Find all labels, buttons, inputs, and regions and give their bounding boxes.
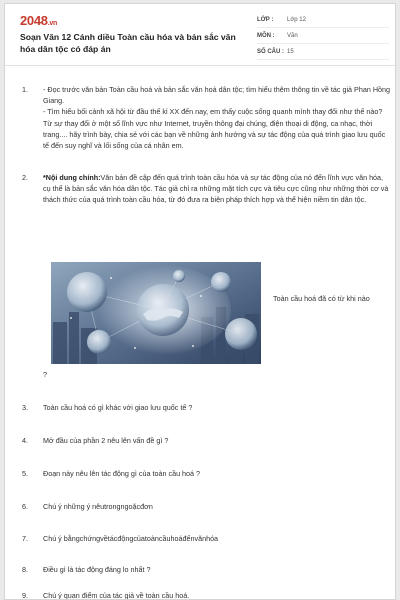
item-paragraph: - Tìm hiểu bối cảnh xã hội từ đầu thế kỉ XX đến nay, em thấy cuộc sống quanh mình thay đổi như thế nào? Từ sự thay đổi ở một số lĩnh vực như Internet, truyền thông đại chúng, điện thoại di động, ca nhạc, thời trang.... hãy trình bày, chia sẻ với các bạn về những ảnh hưởng và sự tác động của quá trình giao lưu quốc tế đến suy nghĩ và lối sống của cá nhân em. — [43, 107, 386, 151]
info-key: LỚP : — [257, 16, 274, 23]
question-text: Đoạn này nêu lên tác động gì của toàn cầu hoá ? — [43, 469, 201, 478]
item-number: 6. — [22, 502, 28, 511]
logo-suffix: .vn — [47, 20, 57, 27]
info-table — [257, 12, 389, 60]
item-number: 3. — [22, 403, 28, 412]
item-text — [43, 84, 391, 151]
question-text: Chú ý những ý nêutrongngoặcđơn — [43, 502, 153, 511]
globalization-image — [51, 262, 261, 364]
info-value: Văn — [287, 32, 298, 39]
info-row-subject — [257, 28, 389, 44]
page-title: Soạn Văn 12 Cánh diều Toàn cầu hóa và bản sắc văn hóa dân tộc có đáp án — [20, 32, 236, 54]
item-number: 9. — [22, 591, 28, 600]
question-text: Chú ý quan điểm của tác giả về toàn cầu hoá. — [43, 591, 190, 600]
globalization-illustration — [51, 262, 261, 364]
item-paragraph: - Đọc trước văn bản Toàn cầu hoá và bản sắc văn hoá dân tộc; tìm hiểu thêm thông tin về tác giả Phan Hồng Giang. — [43, 85, 391, 106]
info-value: Lớp 12 — [287, 16, 306, 23]
info-key: MÔN : — [257, 32, 275, 39]
item-text — [43, 172, 391, 206]
question-text: Toàn cầu hoá có gì khác với giao lưu quốc tế ? — [43, 403, 193, 412]
item-number: 8. — [22, 565, 28, 574]
item-number: 2. — [22, 173, 28, 182]
item-paragraph — [43, 172, 391, 206]
site-logo[interactable] — [20, 13, 57, 28]
question-text: Mở đầu của phần 2 nêu lên vấn đề gì ? — [43, 436, 169, 445]
document-header — [5, 4, 395, 66]
document-sheet — [4, 3, 396, 600]
item-number: 7. — [22, 534, 28, 543]
item-number: 5. — [22, 469, 28, 478]
info-row-class — [257, 12, 389, 28]
item-number: 4. — [22, 436, 28, 445]
question-text: Điều gì là tác động đáng lo nhất ? — [43, 565, 151, 574]
question-text: Chú ý bằngchứngvềtácđộngcủatoàncầuhoáđếnvănhóa — [43, 534, 219, 543]
question-mark: ? — [43, 370, 47, 379]
logo-text: 2048 — [20, 13, 48, 28]
bold-lead: *Nội dung chính: — [43, 173, 101, 182]
figure-caption: Toàn cầu hoá đã có từ khi nào — [273, 294, 370, 303]
info-value: 15 — [287, 48, 294, 55]
info-row-question-count — [257, 44, 389, 60]
paragraph-body: Văn bản đề cập đến quá trình toàn cầu hóa và sự tác động của nó đến lĩnh vực văn hóa, cụ thể là bản sắc văn hóa dân tộc. Tác giả chỉ ra những mặt tích cực và tiêu cực cũng như những thời cơ và thách thức của quá trình toàn cầu hóa, từ đó đưa ra biện pháp thích hợp và thể hiện niềm tin dân tộc. — [43, 173, 389, 205]
item-number: 1. — [22, 85, 28, 94]
info-key: SỐ CÂU : — [257, 48, 284, 55]
